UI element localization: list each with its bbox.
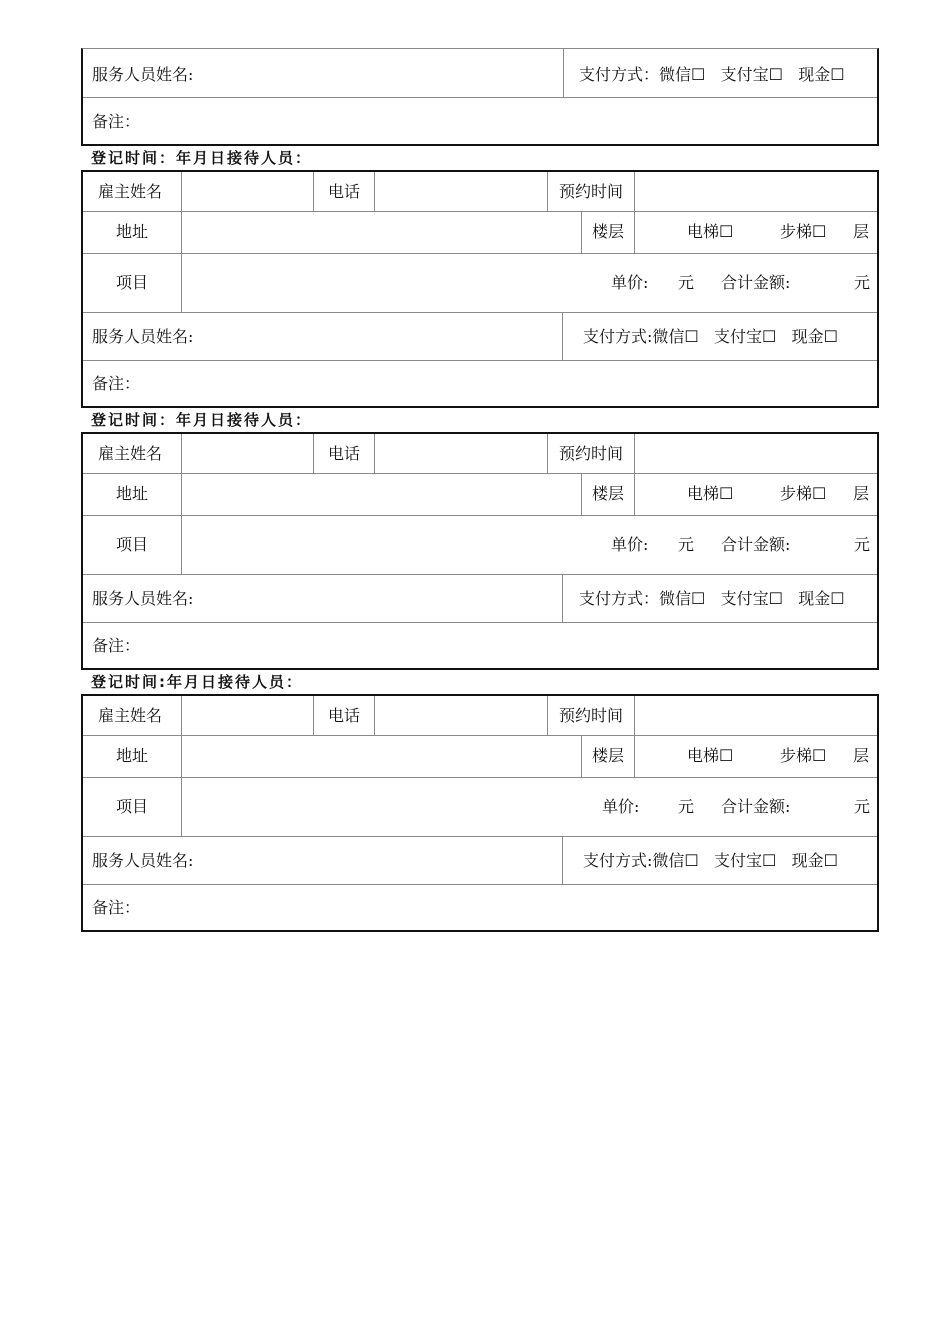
address-label: 地址 (116, 484, 149, 503)
floor-unit: 层 (853, 746, 870, 765)
elevator-checkbox-label: 电梯☐ (687, 746, 734, 765)
staff-name-label: 服务人员姓名: (92, 851, 194, 870)
address-label: 地址 (116, 222, 149, 241)
registration-header: 登记时间：年月日接待人员： (91, 411, 313, 429)
partial-divider (563, 49, 564, 97)
yuan-unit: 元 (854, 797, 871, 816)
phone-label: 电话 (328, 444, 361, 463)
item-label: 项目 (116, 273, 149, 292)
remarks-label: 备注： (92, 636, 141, 655)
total-amount-label: 合计金额: (721, 273, 791, 292)
yuan-unit: 元 (678, 273, 695, 292)
floor-label: 楼层 (592, 484, 625, 503)
remarks-label: 备注： (92, 898, 141, 917)
yuan-unit: 元 (678, 535, 695, 554)
employer-name-label: 雇主姓名 (98, 706, 163, 725)
stairs-checkbox-label: 步梯☐ (780, 484, 827, 503)
item-label: 项目 (116, 535, 149, 554)
registration-header: 登记时间:年月日接待人员： (91, 673, 303, 691)
partial-row-divider (83, 97, 877, 98)
unit-price-label: 单价: (611, 535, 649, 554)
elevator-checkbox-label: 电梯☐ (687, 484, 734, 503)
address-label: 地址 (116, 746, 149, 765)
remarks-label: 备注： (92, 112, 141, 131)
payment-method: 支付方式:微信☐ 支付宝☐ 现金☐ (583, 327, 838, 346)
item-label: 项目 (116, 797, 149, 816)
appointment-time-label: 预约时间 (559, 444, 624, 463)
staff-name-label: 服务人员姓名: (92, 589, 194, 608)
floor-unit: 层 (853, 484, 870, 503)
registration-form-table (81, 694, 879, 932)
registration-form-table (81, 170, 879, 408)
floor-label: 楼层 (592, 746, 625, 765)
staff-name-label: 服务人员姓名: (92, 65, 194, 84)
employer-name-label: 雇主姓名 (98, 182, 163, 201)
partial-form-table (81, 48, 879, 146)
payment-method: 支付方式：微信☐ 支付宝☐ 现金☐ (579, 65, 845, 84)
yuan-unit: 元 (854, 535, 871, 554)
total-amount-label: 合计金额: (721, 797, 791, 816)
stairs-checkbox-label: 步梯☐ (780, 222, 827, 241)
unit-price-label: 单价: (602, 797, 640, 816)
phone-label: 电话 (328, 706, 361, 725)
employer-name-label: 雇主姓名 (98, 444, 163, 463)
elevator-checkbox-label: 电梯☐ (687, 222, 734, 241)
registration-header: 登记时间：年月日接待人员： (91, 149, 313, 167)
phone-label: 电话 (328, 182, 361, 201)
payment-method: 支付方式：微信☐ 支付宝☐ 现金☐ (579, 589, 845, 608)
floor-unit: 层 (853, 222, 870, 241)
stairs-checkbox-label: 步梯☐ (780, 746, 827, 765)
remarks-label: 备注： (92, 374, 141, 393)
yuan-unit: 元 (854, 273, 871, 292)
registration-form-table (81, 432, 879, 670)
staff-name-label: 服务人员姓名: (92, 327, 194, 346)
yuan-unit: 元 (678, 797, 695, 816)
floor-label: 楼层 (592, 222, 625, 241)
payment-method: 支付方式:微信☐ 支付宝☐ 现金☐ (583, 851, 838, 870)
appointment-time-label: 预约时间 (559, 706, 624, 725)
appointment-time-label: 预约时间 (559, 182, 624, 201)
total-amount-label: 合计金额: (721, 535, 791, 554)
unit-price-label: 单价: (611, 273, 649, 292)
